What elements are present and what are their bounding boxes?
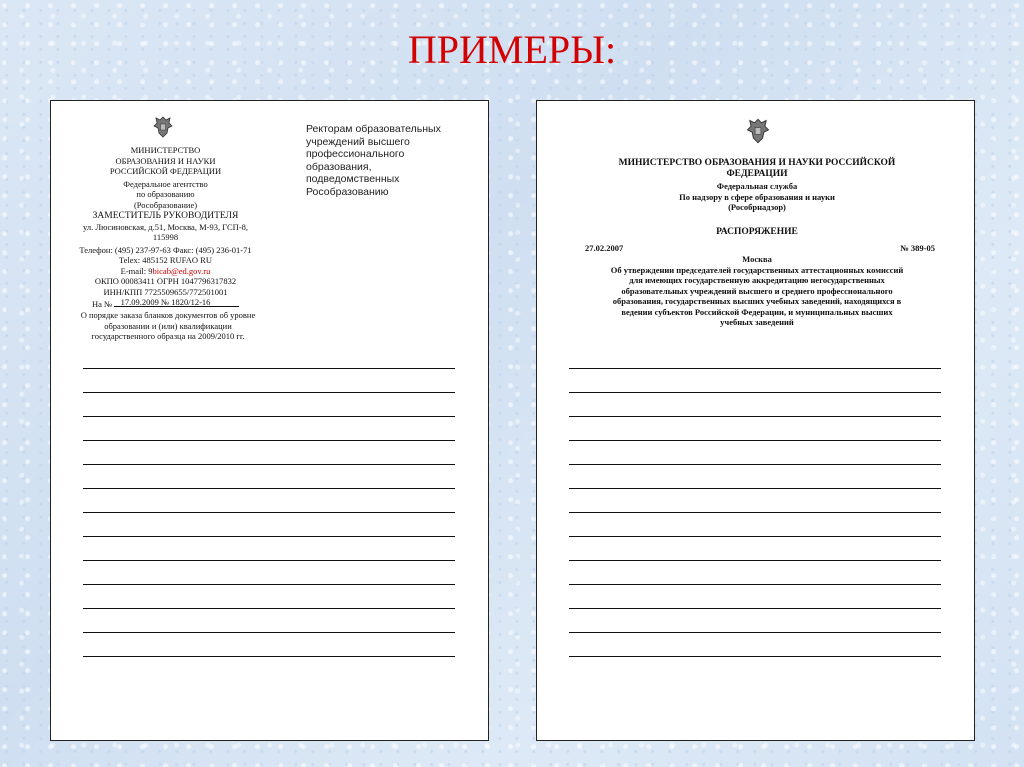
letter-date: 17.09.2009 <box>120 297 159 307</box>
address-line: ул. Люсиновская, д.51, Москва, М-93, ГСП-8, <box>82 221 249 232</box>
body-lines <box>569 344 941 657</box>
text-line <box>569 344 941 369</box>
inn-line: ИНН/КПП 7725509655/772501001 <box>103 286 228 297</box>
subject-block <box>73 310 263 342</box>
text-line <box>83 633 455 657</box>
letter-number: 1820/12-16 <box>171 297 211 307</box>
order-form-example <box>536 100 975 741</box>
text-line <box>569 585 941 609</box>
text-line <box>569 513 941 537</box>
addressee-line: Рособразованию <box>306 185 389 198</box>
text-line <box>569 537 941 561</box>
org-line: РОССИЙСКОЙ ФЕДЕРАЦИИ <box>109 166 222 176</box>
text-line <box>83 465 455 489</box>
text-line <box>83 393 455 417</box>
addressee-line: учреждений высшего <box>306 135 410 148</box>
service-line: Федеральная служба <box>716 181 798 191</box>
text-line <box>83 537 455 561</box>
letterhead-block <box>73 145 258 308</box>
text-line <box>569 633 941 657</box>
org-line: ОБРАЗОВАНИЯ И НАУКИ <box>115 155 216 166</box>
letter-form-example <box>50 100 489 741</box>
text-line <box>569 465 941 489</box>
text-line <box>569 369 941 393</box>
text-line <box>569 609 941 633</box>
addressee-line: подведомственных <box>306 173 400 185</box>
text-line <box>83 441 455 465</box>
order-date: 27.02.2007 <box>585 243 624 253</box>
city: Москва <box>742 254 772 264</box>
addressee-line: профессионального <box>306 148 405 160</box>
phone-line: Телефон: (495) 237-97-63 Факс: (495) 236-01-71 <box>79 244 252 255</box>
subject-line: образовательных учреждений высшего и среднего профессионального <box>621 285 893 296</box>
text-line <box>569 561 941 585</box>
na-label: На № <box>92 299 113 309</box>
body-lines <box>83 344 455 657</box>
org-line: МИНИСТЕРСТВО ОБРАЗОВАНИЯ И НАУКИ РОССИЙСКОЙ <box>618 158 896 168</box>
text-line <box>83 585 455 609</box>
order-number: № 389-05 <box>900 243 935 253</box>
header-block <box>577 158 937 237</box>
subject-line: для имеющих государственную аккредитацию негосударственных <box>629 275 885 285</box>
service-line: (Рособрнадзор) <box>728 202 786 212</box>
agency-line: (Рособразование) <box>133 199 198 210</box>
subject-line: образовании и (или) квалификации <box>104 320 232 331</box>
text-line <box>569 489 941 513</box>
text-line <box>83 513 455 537</box>
text-line <box>569 393 941 417</box>
page-title: ПРИМЕРЫ: <box>407 27 617 72</box>
text-line <box>83 561 455 585</box>
okpo-line: ОКПО 00083411 ОГРН 1047796317832 <box>94 276 237 286</box>
subject-line: Об утверждении председателей государственных аттестационных комиссий <box>610 264 904 275</box>
subject-line: образования, государственных высших учебных заведений, находящихся в <box>612 296 902 306</box>
text-line <box>569 441 941 465</box>
reply-to-line <box>92 299 252 310</box>
text-line <box>83 417 455 441</box>
position-line: ЗАМЕСТИТЕЛЬ РУКОВОДИТЕЛЯ <box>92 211 239 221</box>
service-line: По надзору в сфере образования и науки <box>679 191 835 202</box>
text-line <box>83 344 455 369</box>
org-line: ФЕДЕРАЦИИ <box>726 168 788 179</box>
agency-line: Федеральное агентство <box>123 178 208 189</box>
address-line: 115998 <box>152 232 179 242</box>
subject-line: учебных заведений <box>720 317 794 327</box>
telex-line: Telex: 485152 RUFAO RU <box>119 255 212 265</box>
subject-block <box>557 254 957 328</box>
subject-line: ведении субъектов Российской Федерации, и муниципальных высших <box>621 306 893 317</box>
text-line <box>83 609 455 633</box>
text-line <box>83 489 455 513</box>
text-line <box>83 369 455 393</box>
addressee-block <box>306 123 476 198</box>
text-line <box>569 417 941 441</box>
org-line: МИНИСТЕРСТВО <box>130 145 201 155</box>
subject-line: О порядке заказа бланков документов об уровне <box>80 310 256 320</box>
email-link[interactable]: bicab@ed.gov.ru <box>152 265 211 276</box>
number-label: № <box>160 297 170 307</box>
agency-line: по образованию <box>136 189 195 199</box>
date-row <box>585 243 935 254</box>
coat-of-arms-icon <box>745 117 771 145</box>
addressee-line: Ректорам образовательных <box>306 123 441 135</box>
addressee-line: образования, <box>306 160 372 173</box>
subject-line: государственного образца на 2009/2010 гг. <box>91 331 245 341</box>
email-label: E-mail: 9 <box>120 265 153 276</box>
email-line <box>73 266 258 277</box>
doc-type: РАСПОРЯЖЕНИЕ <box>716 226 798 237</box>
coat-of-arms-icon <box>152 115 174 139</box>
